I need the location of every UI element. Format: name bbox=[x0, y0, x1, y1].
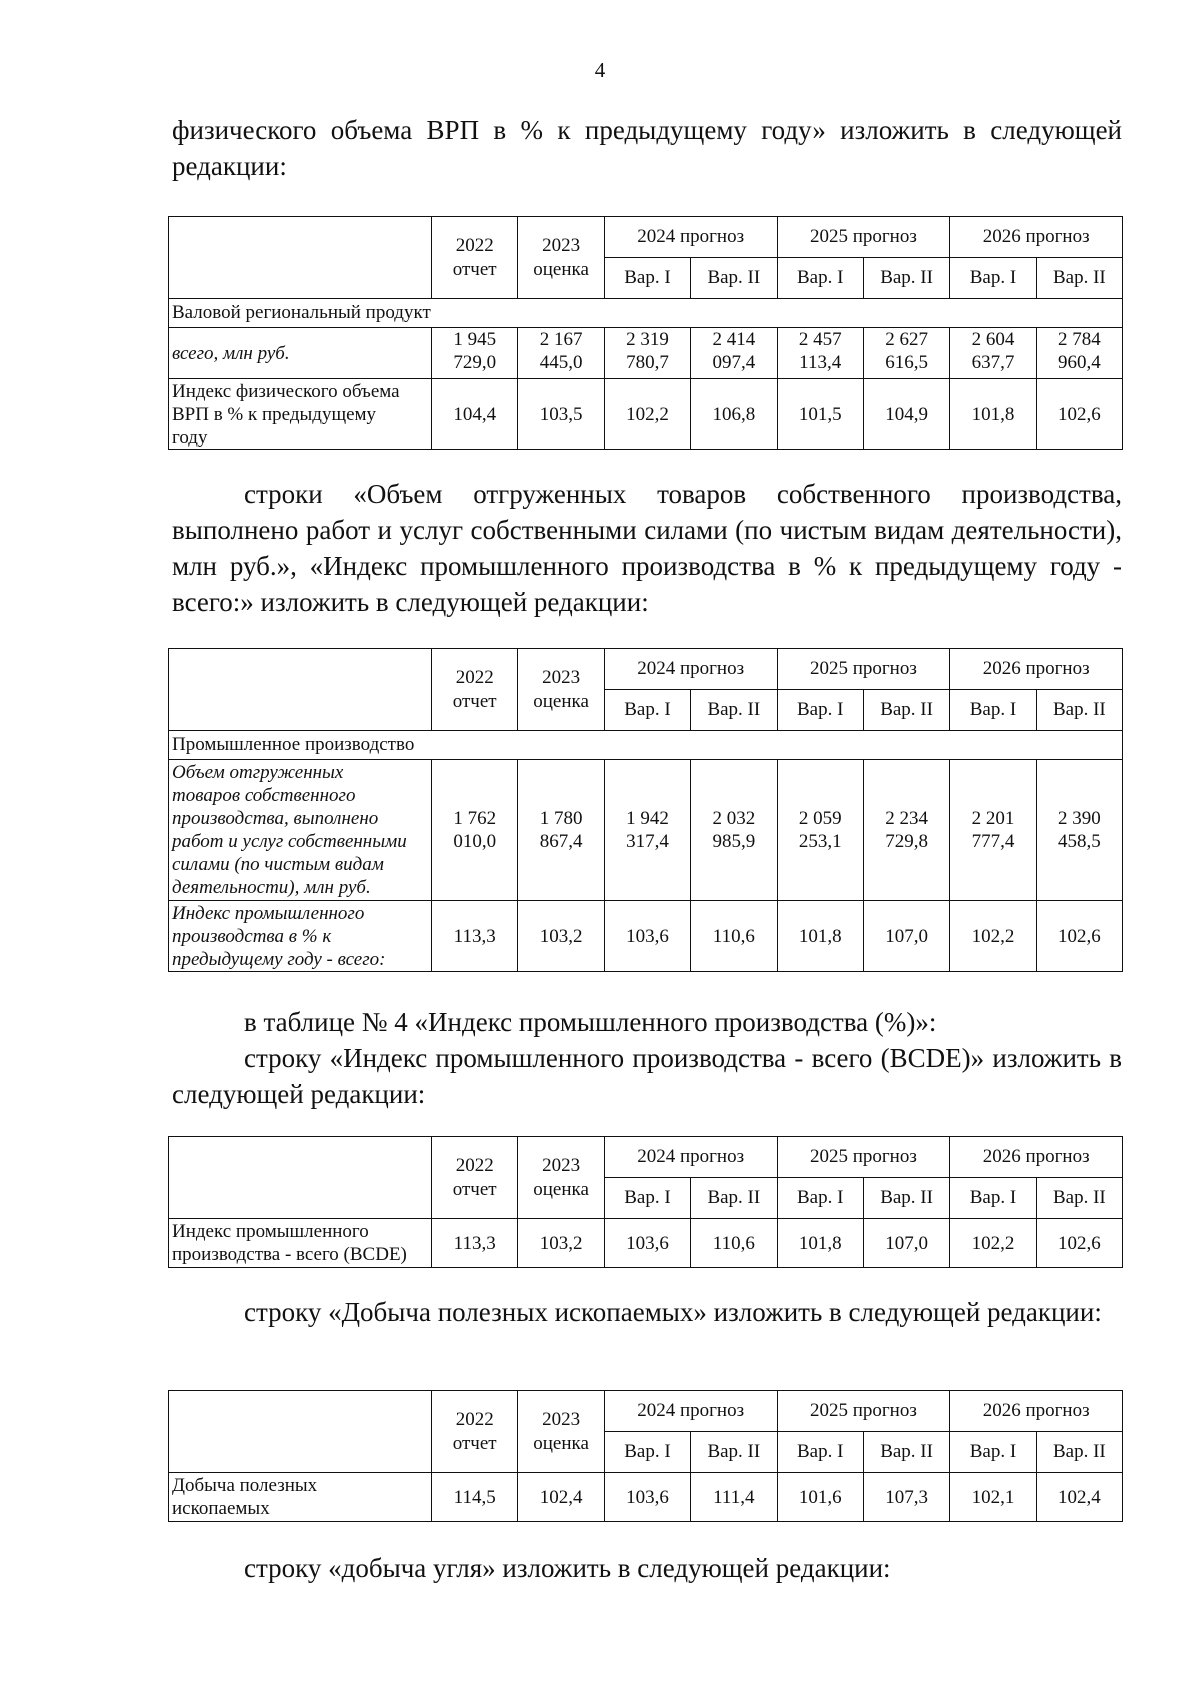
table-row bbox=[169, 901, 1123, 972]
paragraph-table4: в таблице № 4 «Индекс промышленного производства (%)»: bbox=[244, 1007, 937, 1037]
section-label: Промышленное производство bbox=[169, 731, 1123, 760]
header-blank bbox=[169, 1391, 432, 1473]
table-row bbox=[169, 379, 1123, 450]
header-2022: 2022 отчет bbox=[432, 1391, 518, 1473]
paragraph-industrial: строки «Объем отгруженных товаров собственного производства, выполнено работ и услуг собственными силами (по чистым видам деятельности), млн руб.», «Индекс промышленного производства в % к предыдущему году - всего:» изложить в следующей редакции: bbox=[172, 479, 1122, 617]
value-cell: 2 414 097,4 bbox=[691, 328, 777, 379]
header-2025-forecast: 2025 прогноз bbox=[777, 217, 950, 258]
header-variant: Вар. II bbox=[691, 258, 777, 299]
value-cell: 107,3 bbox=[863, 1473, 949, 1522]
row-label: Индекс промышленного производства - всего (BCDE) bbox=[169, 1219, 432, 1268]
value-cell: 102,6 bbox=[1036, 379, 1122, 450]
header-variant: Вар. II bbox=[1036, 1432, 1122, 1473]
header-2026-forecast: 2026 прогноз bbox=[950, 217, 1123, 258]
value-cell: 2 457 113,4 bbox=[777, 328, 863, 379]
header-variant: Вар. II bbox=[863, 1432, 949, 1473]
table-grp bbox=[168, 216, 1123, 450]
value-cell: 2 319 780,7 bbox=[604, 328, 690, 379]
value-cell: 2 627 616,5 bbox=[863, 328, 949, 379]
header-variant: Вар. I bbox=[604, 1432, 690, 1473]
value-cell: 101,8 bbox=[777, 901, 863, 972]
header-2026-forecast: 2026 прогноз bbox=[950, 649, 1123, 690]
table-mining bbox=[168, 1390, 1123, 1522]
header-variant: Вар. II bbox=[1036, 690, 1122, 731]
value-cell: 110,6 bbox=[691, 1219, 777, 1268]
header-variant: Вар. II bbox=[863, 258, 949, 299]
header-variant: Вар. II bbox=[691, 1432, 777, 1473]
header-variant: Вар. II bbox=[863, 690, 949, 731]
table-row bbox=[169, 760, 1123, 901]
header-variant: Вар. I bbox=[604, 1178, 690, 1219]
header-variant: Вар. I bbox=[777, 1178, 863, 1219]
row-label: Индекс промышленного производства в % к предыдущему году - всего: bbox=[169, 901, 432, 972]
value-cell: 102,4 bbox=[518, 1473, 604, 1522]
value-cell: 2 784 960,4 bbox=[1036, 328, 1122, 379]
table-row bbox=[169, 1219, 1123, 1268]
header-variant: Вар. I bbox=[777, 690, 863, 731]
row-label: Индекс физического объема ВРП в % к предыдущему году bbox=[169, 379, 432, 450]
header-2025-forecast: 2025 прогноз bbox=[777, 1137, 950, 1178]
value-cell: 114,5 bbox=[432, 1473, 518, 1522]
value-cell: 103,6 bbox=[604, 901, 690, 972]
value-cell: 107,0 bbox=[863, 901, 949, 972]
value-cell: 103,5 bbox=[518, 379, 604, 450]
header-variant: Вар. I bbox=[777, 258, 863, 299]
paragraph-bcde: строку «Индекс промышленного производства - всего (BCDE)» изложить в следующей редакции: bbox=[172, 1043, 1122, 1109]
value-cell: 106,8 bbox=[691, 379, 777, 450]
header-2023: 2023 оценка bbox=[518, 1137, 604, 1219]
value-cell: 102,4 bbox=[1036, 1473, 1122, 1522]
header-2023: 2023 оценка bbox=[518, 1391, 604, 1473]
row-label: всего, млн руб. bbox=[169, 328, 432, 379]
header-variant: Вар. I bbox=[604, 258, 690, 299]
header-variant: Вар. I bbox=[777, 1432, 863, 1473]
value-cell: 102,2 bbox=[950, 1219, 1036, 1268]
value-cell: 107,0 bbox=[863, 1219, 949, 1268]
value-cell: 102,2 bbox=[604, 379, 690, 450]
value-cell: 101,8 bbox=[777, 1219, 863, 1268]
value-cell: 111,4 bbox=[691, 1473, 777, 1522]
page-number: 4 bbox=[594, 58, 606, 82]
value-cell: 2 032 985,9 bbox=[691, 760, 777, 901]
header-2024-forecast: 2024 прогноз bbox=[604, 649, 777, 690]
row-label: Добыча полезных ископаемых bbox=[169, 1473, 432, 1522]
table-bcde bbox=[168, 1136, 1123, 1268]
header-variant: Вар. I bbox=[950, 1178, 1036, 1219]
header-variant: Вар. II bbox=[1036, 1178, 1122, 1219]
header-variant: Вар. II bbox=[691, 690, 777, 731]
header-variant: Вар. II bbox=[863, 1178, 949, 1219]
header-2024-forecast: 2024 прогноз bbox=[604, 217, 777, 258]
value-cell: 2 201 777,4 bbox=[950, 760, 1036, 901]
value-cell: 2 059 253,1 bbox=[777, 760, 863, 901]
header-blank bbox=[169, 217, 432, 299]
section-label: Валовой региональный продукт bbox=[169, 299, 1123, 328]
header-2026-forecast: 2026 прогноз bbox=[950, 1137, 1123, 1178]
header-variant: Вар. II bbox=[691, 1178, 777, 1219]
value-cell: 103,2 bbox=[518, 901, 604, 972]
value-cell: 1 762 010,0 bbox=[432, 760, 518, 901]
value-cell: 101,8 bbox=[950, 379, 1036, 450]
value-cell: 102,2 bbox=[950, 901, 1036, 972]
value-cell: 2 234 729,8 bbox=[863, 760, 949, 901]
value-cell: 103,2 bbox=[518, 1219, 604, 1268]
header-variant: Вар. I bbox=[604, 690, 690, 731]
value-cell: 102,1 bbox=[950, 1473, 1036, 1522]
value-cell: 2 167 445,0 bbox=[518, 328, 604, 379]
header-variant: Вар. II bbox=[1036, 258, 1122, 299]
table-row bbox=[169, 1473, 1123, 1522]
header-variant: Вар. I bbox=[950, 258, 1036, 299]
value-cell: 101,6 bbox=[777, 1473, 863, 1522]
header-2024-forecast: 2024 прогноз bbox=[604, 1391, 777, 1432]
row-label: Объем отгруженных товаров собственного производства, выполнено работ и услуг собственными силами (по чистым видам деятельности), млн руб. bbox=[169, 760, 432, 901]
value-cell: 2 604 637,7 bbox=[950, 328, 1036, 379]
header-2025-forecast: 2025 прогноз bbox=[777, 1391, 950, 1432]
value-cell: 1 780 867,4 bbox=[518, 760, 604, 901]
header-2022: 2022 отчет bbox=[432, 649, 518, 731]
header-2022: 2022 отчет bbox=[432, 1137, 518, 1219]
paragraph-intro: физического объема ВРП в % к предыдущему году» изложить в следующей редакции: bbox=[172, 115, 1122, 181]
value-cell: 113,3 bbox=[432, 901, 518, 972]
value-cell: 102,6 bbox=[1036, 1219, 1122, 1268]
header-blank bbox=[169, 1137, 432, 1219]
value-cell: 2 390 458,5 bbox=[1036, 760, 1122, 901]
header-2023: 2023 оценка bbox=[518, 217, 604, 299]
value-cell: 103,6 bbox=[604, 1219, 690, 1268]
table-row bbox=[169, 328, 1123, 379]
paragraph-coal: строку «добыча угля» изложить в следующей редакции: bbox=[244, 1553, 891, 1583]
value-cell: 113,3 bbox=[432, 1219, 518, 1268]
header-2026-forecast: 2026 прогноз bbox=[950, 1391, 1123, 1432]
value-cell: 1 945 729,0 bbox=[432, 328, 518, 379]
value-cell: 102,6 bbox=[1036, 901, 1122, 972]
header-variant: Вар. I bbox=[950, 1432, 1036, 1473]
paragraph-mining: строку «Добыча полезных ископаемых» изложить в следующей редакции: bbox=[244, 1297, 1102, 1327]
header-2025-forecast: 2025 прогноз bbox=[777, 649, 950, 690]
value-cell: 104,9 bbox=[863, 379, 949, 450]
header-2023: 2023 оценка bbox=[518, 649, 604, 731]
value-cell: 103,6 bbox=[604, 1473, 690, 1522]
header-2022: 2022 отчет bbox=[432, 217, 518, 299]
header-variant: Вар. I bbox=[950, 690, 1036, 731]
header-blank bbox=[169, 649, 432, 731]
table-industrial-production bbox=[168, 648, 1123, 972]
value-cell: 104,4 bbox=[432, 379, 518, 450]
value-cell: 1 942 317,4 bbox=[604, 760, 690, 901]
header-2024-forecast: 2024 прогноз bbox=[604, 1137, 777, 1178]
value-cell: 101,5 bbox=[777, 379, 863, 450]
value-cell: 110,6 bbox=[691, 901, 777, 972]
